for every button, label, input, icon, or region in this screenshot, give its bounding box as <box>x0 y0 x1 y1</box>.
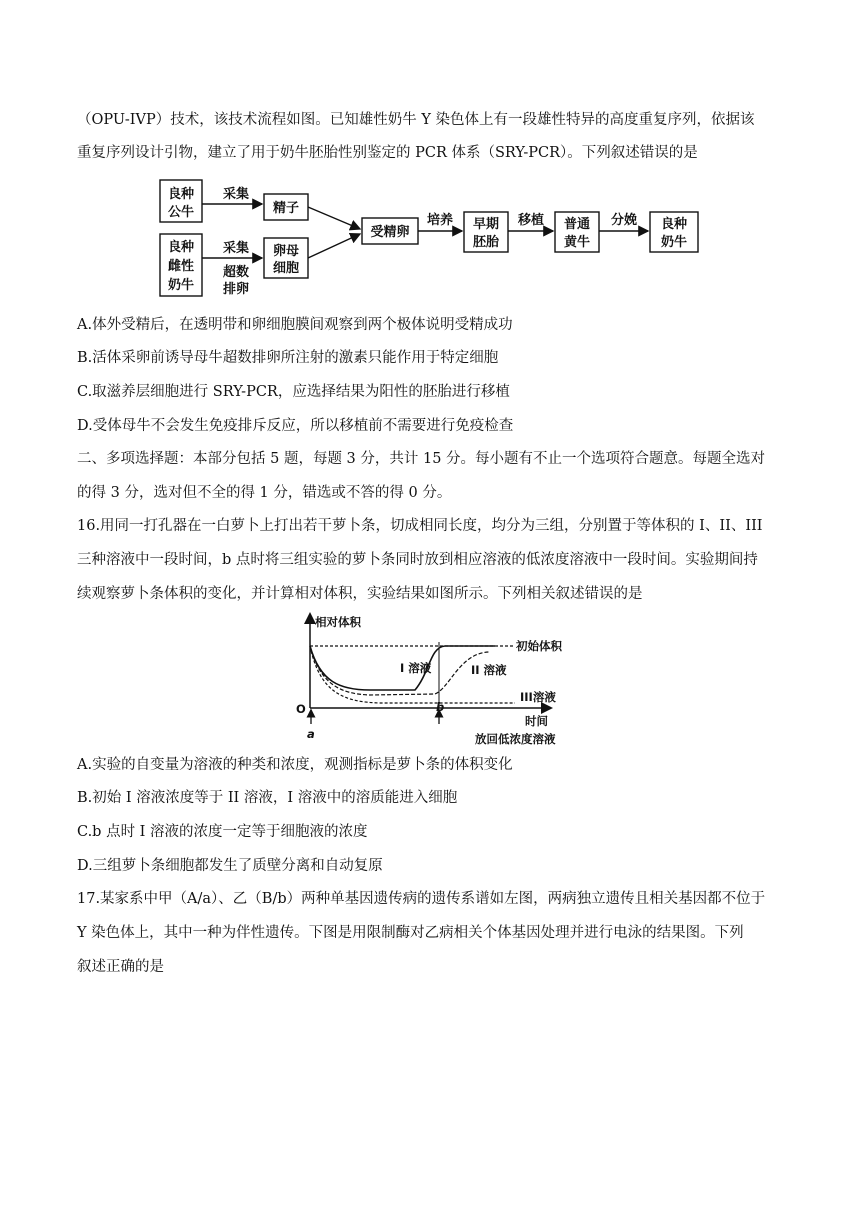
q15-option-b: B.活体采卵前诱导母牛超数排卵所注射的激素只能作用于特定细胞 <box>77 350 499 366</box>
section2-line-1: 二、多项选择题：本部分包括 5 题，每题 3 分，共计 15 分。每小题有不止一个选项符合题意。每题全选对 <box>77 451 766 467</box>
recipient-label-1: 普通 <box>563 217 591 232</box>
curve1-label: I 溶液 <box>400 661 432 675</box>
cow-label-1: 良种 <box>167 240 195 255</box>
curve3-label: III溶液 <box>520 690 556 704</box>
x-axis-label: 时间 <box>525 714 548 728</box>
q16-option-a: A.实验的自变量为溶液的种类和浓度，观测指标是萝卜条的体积变化 <box>77 757 513 773</box>
oocyte-label-2: 细胞 <box>272 261 300 276</box>
return-label: 放回低浓度溶液 <box>475 732 556 746</box>
embryo-label-1: 早期 <box>472 217 500 232</box>
transplant-label: 移植 <box>517 213 545 228</box>
q16-option-c: C.b 点时 I 溶液的浓度一定等于细胞液的浓度 <box>77 824 368 840</box>
oocyte-label-1: 卵母 <box>272 244 300 259</box>
q15-stem-line-2: 重复序列设计引物，建立了用于奶牛胚胎性别鉴定的 PCR 体系（SRY-PCR）。下列叙述错误的是 <box>77 145 698 161</box>
section2-line-2: 的得 3 分，选对但不全的得 1 分，错选或不答的得 0 分。 <box>77 485 452 501</box>
offspring-label-1: 良种 <box>660 217 688 232</box>
initial-volume-label: 初始体积 <box>516 639 562 653</box>
collect-label-top: 采集 <box>222 187 250 202</box>
q15-option-c: C.取滋养层细胞进行 SRY-PCR，应选择结果为阳性的胚胎进行移植 <box>77 384 510 400</box>
cow-label-3: 奶牛 <box>167 278 195 293</box>
ivp-flow-diagram <box>150 176 710 300</box>
curve2-label: II 溶液 <box>471 663 507 677</box>
cow-label-2: 雌性 <box>167 259 195 274</box>
q17-stem-line-3: 叙述正确的是 <box>77 959 164 975</box>
zygote-label: 受精卵 <box>370 225 410 240</box>
y-axis-label: 相对体积 <box>315 615 361 629</box>
q17-stem-line-2: Y 染色体上，其中一种为伴性遗传。下图是用限制酶对乙病相关个体基因处理并进行电泳的结果图。下列 <box>77 925 744 941</box>
q16-option-b: B.初始 I 溶液浓度等于 II 溶液，I 溶液中的溶质能进入细胞 <box>77 790 458 806</box>
recipient-label-2: 黄牛 <box>563 235 591 250</box>
birth-label: 分娩 <box>610 213 638 228</box>
q16-option-d: D.三组萝卜条细胞都发生了质壁分离和自动复原 <box>77 858 383 874</box>
point-a-label: a <box>307 727 315 741</box>
culture-label: 培养 <box>426 213 454 228</box>
q15-option-a: A.体外受精后，在透明带和卵细胞膜间观察到两个极体说明受精成功 <box>77 317 513 333</box>
q15-stem-line-1: （OPU-IVP）技术，该技术流程如图。已知雄性奶牛 Y 染色体上有一段雄性特异的高度重复序列，依据该 <box>77 112 755 128</box>
relative-volume-graph <box>285 612 585 748</box>
embryo-label-2: 胚胎 <box>472 235 500 250</box>
q15-option-d: D.受体母牛不会发生免疫排斥反应，所以移植前不需要进行免疫检查 <box>77 418 514 434</box>
q16-stem-line-1: 16.用同一打孔器在一白萝卜上打出若干萝卜条，切成相同长度，均分为三组，分别置于等体积的 I、II、III <box>77 518 763 534</box>
bull-label-2: 公牛 <box>167 205 195 220</box>
sperm-label: 精子 <box>272 201 300 216</box>
q16-stem-line-2: 三种溶液中一段时间，b 点时将三组实验的萝卜条同时放到相应溶液的低浓度溶液中一段时间。实验期间持 <box>77 552 758 568</box>
offspring-label-2: 奶牛 <box>660 235 688 250</box>
q17-stem-line-1: 17.某家系中甲（A/a）、乙（B/b）两种单基因遗传病的遗传系谱如左图，两病独立遗传且相关基因都不位于 <box>77 891 766 907</box>
superovulation-label-2: 排卵 <box>222 282 250 297</box>
collect-label-bottom: 采集 <box>222 241 250 256</box>
point-b-label: b <box>436 700 445 714</box>
superovulation-label-1: 超数 <box>222 265 250 280</box>
bull-label-1: 良种 <box>167 187 195 202</box>
q16-stem-line-3: 续观察萝卜条体积的变化，并计算相对体积，实验结果如图所示。下列相关叙述错误的是 <box>77 586 643 602</box>
origin-label: O <box>296 702 306 716</box>
